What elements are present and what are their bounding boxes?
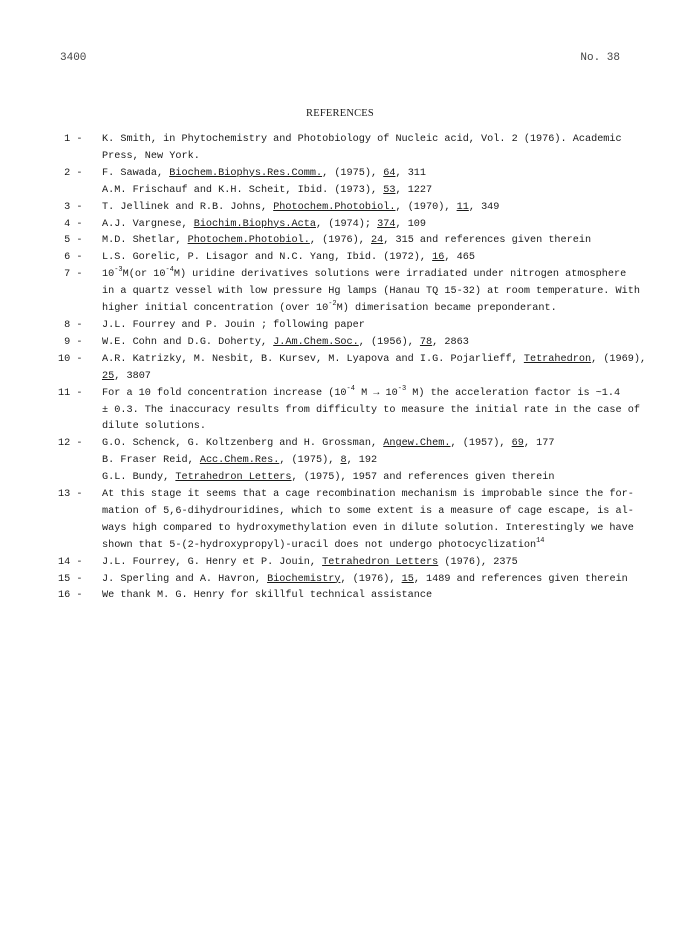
text-run: G.O. Schenck, G. Koltzenberg and H. Grossman, [102, 438, 384, 450]
text-run: dilute solutions. [102, 421, 206, 433]
text-run: ways high compared to hydroxymethylation even in dilute solution. Interestingly we have [102, 522, 634, 534]
reference-entry [58, 250, 638, 267]
reference-number: 9 - [58, 336, 83, 348]
reference-line [102, 521, 638, 538]
reference-text [102, 335, 638, 352]
reference-line [102, 284, 640, 301]
text-run: M → 10 [354, 387, 398, 399]
references-heading: REFERENCES [306, 108, 374, 119]
text-run: M) the acceleration factor is ~1.4 [406, 387, 621, 399]
reference-number: 5 - [58, 235, 83, 247]
text-run: J.L. Fourrey, G. Henry et P. Jouin, [102, 556, 323, 568]
text-run: , 1489 and references given therein [413, 573, 628, 585]
reference-text [102, 318, 638, 335]
reference-number: 7 - [58, 269, 83, 281]
underlined-citation: 53 [383, 184, 396, 196]
text-run: W.E. Cohn and D.G. Doherty, [102, 336, 274, 348]
reference-line [102, 572, 638, 589]
reference-number: 15 - [58, 573, 83, 585]
underlined-citation: 24 [371, 235, 384, 247]
reference-line [102, 183, 638, 200]
reference-line [102, 200, 638, 217]
reference-entry [58, 588, 638, 605]
text-run: , 3807 [114, 370, 151, 382]
underlined-citation: Angew.Chem. [383, 438, 451, 450]
text-run: , 192 [346, 455, 378, 467]
superscript: -2 [328, 300, 337, 309]
text-run: , (1975), 1957 and references given therein [291, 472, 555, 484]
text-run: A.J. Vargnese, [102, 218, 194, 230]
underlined-citation: 64 [383, 167, 396, 179]
superscript: -3 [114, 266, 123, 275]
underlined-citation: 78 [419, 336, 433, 348]
reference-entry [58, 166, 638, 200]
reference-text [102, 166, 638, 200]
text-run: B. Fraser Reid, [102, 455, 200, 467]
text-run: , 109 [395, 218, 427, 230]
text-run: shown that 5-(2-hydroxypropyl)-uracil does not undergo photocyclization [102, 539, 537, 551]
underlined-citation: 16 [432, 252, 445, 264]
text-run: , (1976), [309, 235, 372, 247]
text-run: , (1974); [315, 218, 378, 230]
reference-text [102, 352, 646, 386]
text-run: , (1975), [279, 455, 341, 467]
reference-line [102, 301, 640, 318]
reference-number: 14 - [58, 556, 83, 568]
reference-entry [58, 217, 638, 234]
underlined-citation: J.Am.Chem.Soc. [273, 336, 359, 348]
text-run: , 315 and references given therein [383, 235, 592, 247]
references-list [58, 132, 647, 605]
underlined-citation: Tetrahedron Letters [175, 472, 292, 484]
reference-line [102, 149, 638, 166]
text-run: higher initial concentration (over 10 [102, 303, 329, 315]
text-run: , (1975), [322, 167, 384, 179]
reference-line [102, 419, 640, 436]
reference-number: 10 - [58, 353, 83, 365]
reference-text [102, 572, 638, 589]
underlined-citation: Biochemistry [267, 573, 341, 585]
reference-text [102, 436, 638, 487]
text-run: A.M. Frischauf and K.H. Scheit, Ibid. (1973), [102, 184, 384, 196]
text-run: T. Jellinek and R.B. Johns, [102, 201, 274, 213]
text-run: For a 10 fold concentration increase (10 [102, 387, 347, 399]
reference-line [102, 318, 638, 335]
text-run: 10 [102, 269, 115, 281]
text-run: G.L. Bundy, [102, 472, 176, 484]
reference-line [102, 453, 638, 470]
reference-entry [58, 572, 638, 589]
text-run: in a quartz vessel with low pressure Hg lamps (Hanau TQ 15-32) at room temperature. With [102, 286, 640, 298]
text-run: F. Sawada, [102, 167, 170, 179]
text-run: We thank M. G. Henry for skillful technical assistance [102, 590, 433, 602]
text-run: , 1227 [395, 184, 433, 196]
reference-number: 2 - [58, 167, 83, 179]
superscript: 14 [536, 536, 545, 545]
underlined-citation: Tetrahedron [523, 353, 592, 365]
reference-text [102, 200, 638, 217]
reference-text [102, 267, 640, 318]
reference-entry [58, 555, 638, 572]
text-run: A.R. Katrizky, M. Nesbit, B. Kursev, M. Lyapova and I.G. Pojarlieff, [102, 353, 524, 365]
text-run: , 349 [468, 201, 500, 213]
underlined-citation: Biochem.Biophys.Res.Comm. [169, 167, 323, 179]
reference-line [102, 504, 638, 521]
reference-text [102, 487, 638, 555]
reference-line [102, 132, 638, 149]
reference-line [102, 588, 638, 605]
reference-entry [58, 200, 638, 217]
reference-line [102, 436, 638, 453]
underlined-citation: Photochem.Photobiol. [273, 201, 396, 213]
reference-line [102, 538, 638, 555]
underlined-citation: Acc.Chem.Res. [199, 455, 280, 467]
text-run: , 2863 [432, 336, 469, 348]
underlined-citation: Photochem.Photobiol. [187, 235, 310, 247]
reference-line [102, 555, 638, 572]
reference-line [102, 386, 640, 403]
text-run: K. Smith, in Phytochemistry and Photobiology of Nucleic acid, Vol. 2 (1976). Academic [102, 134, 622, 145]
underlined-citation: 69 [511, 438, 524, 450]
reference-entry [58, 436, 638, 487]
underlined-citation: 8 [340, 455, 347, 467]
reference-number: 11 - [58, 387, 83, 399]
reference-number: 3 - [58, 201, 83, 213]
text-run: M(or 10 [122, 269, 166, 281]
text-run: , 311 [395, 167, 427, 179]
text-run: , 177 [523, 438, 555, 450]
text-run: J.L. Fourrey and P. Jouin ; following paper [102, 319, 365, 331]
page-number: 3400 [60, 52, 87, 64]
reference-text [102, 132, 638, 166]
reference-number: 6 - [58, 252, 83, 264]
reference-entry [58, 267, 638, 318]
reference-entry [58, 386, 638, 437]
superscript: -4 [165, 266, 174, 275]
reference-number: 13 - [58, 489, 83, 501]
reference-entry [58, 352, 647, 386]
reference-line [102, 233, 638, 250]
superscript: -3 [397, 384, 407, 393]
reference-entry [58, 335, 638, 352]
reference-number: 12 - [58, 438, 83, 450]
reference-number: 8 - [58, 319, 83, 331]
issue-number: No. 38 [580, 52, 620, 64]
reference-entry [58, 132, 638, 166]
text-run: Press, New York. [102, 150, 200, 162]
underlined-citation: 25 [102, 370, 115, 382]
reference-entry [58, 233, 638, 250]
underlined-citation: Biochim.Biophys.Acta [193, 218, 316, 230]
text-run: , (1970), [395, 201, 457, 213]
reference-number: 4 - [58, 218, 83, 230]
text-run: , (1957), [450, 438, 512, 450]
reference-line [102, 250, 638, 267]
reference-number: 1 - [58, 134, 83, 145]
text-run: L.S. Gorelic, P. Lisagor and N.C. Yang, Ibid. (1972), [102, 252, 433, 264]
reference-line [102, 335, 638, 352]
text-run: (1976), 2375 [438, 556, 518, 568]
reference-line [102, 166, 638, 183]
reference-line [102, 267, 640, 284]
text-run: At this stage it seems that a cage recombination mechanism is improbable since the for- [102, 489, 634, 501]
reference-text [102, 233, 638, 250]
reference-text [102, 386, 640, 437]
text-run: , 465 [444, 252, 475, 264]
underlined-citation: 374 [377, 218, 396, 230]
text-run: , (1969), [591, 353, 647, 365]
underlined-citation: Tetrahedron Letters [322, 556, 439, 568]
reference-line [102, 470, 638, 487]
text-run: M) dimerisation became preponderant. [336, 303, 557, 315]
reference-text [102, 217, 638, 234]
reference-text [102, 555, 638, 572]
text-run: ± 0.3. The inaccuracy results from difficulty to measure the initial rate in the case of [102, 404, 640, 416]
text-run: M.D. Shetlar, [102, 235, 188, 247]
text-run: mation of 5,6-dihydrouridines, which to some extent is a measure of cage escape, is al- [102, 505, 634, 517]
reference-entry [58, 487, 638, 555]
reference-line [102, 487, 638, 504]
reference-line [102, 352, 646, 369]
reference-text [102, 250, 638, 267]
reference-number: 16 - [58, 590, 83, 602]
text-run: , (1956), [358, 336, 420, 348]
text-run: J. Sperling and A. Havron, [102, 573, 268, 585]
text-run: , (1976), [340, 573, 402, 585]
text-run: M) uridine derivatives solutions were irradiated under nitrogen atmosphere [173, 269, 627, 281]
underlined-citation: 11 [456, 201, 469, 213]
reference-text [102, 588, 638, 605]
reference-line [102, 403, 640, 420]
reference-line [102, 217, 638, 234]
reference-entry [58, 318, 638, 335]
underlined-citation: 15 [401, 573, 414, 585]
reference-line [102, 369, 646, 386]
superscript: -4 [346, 384, 355, 393]
